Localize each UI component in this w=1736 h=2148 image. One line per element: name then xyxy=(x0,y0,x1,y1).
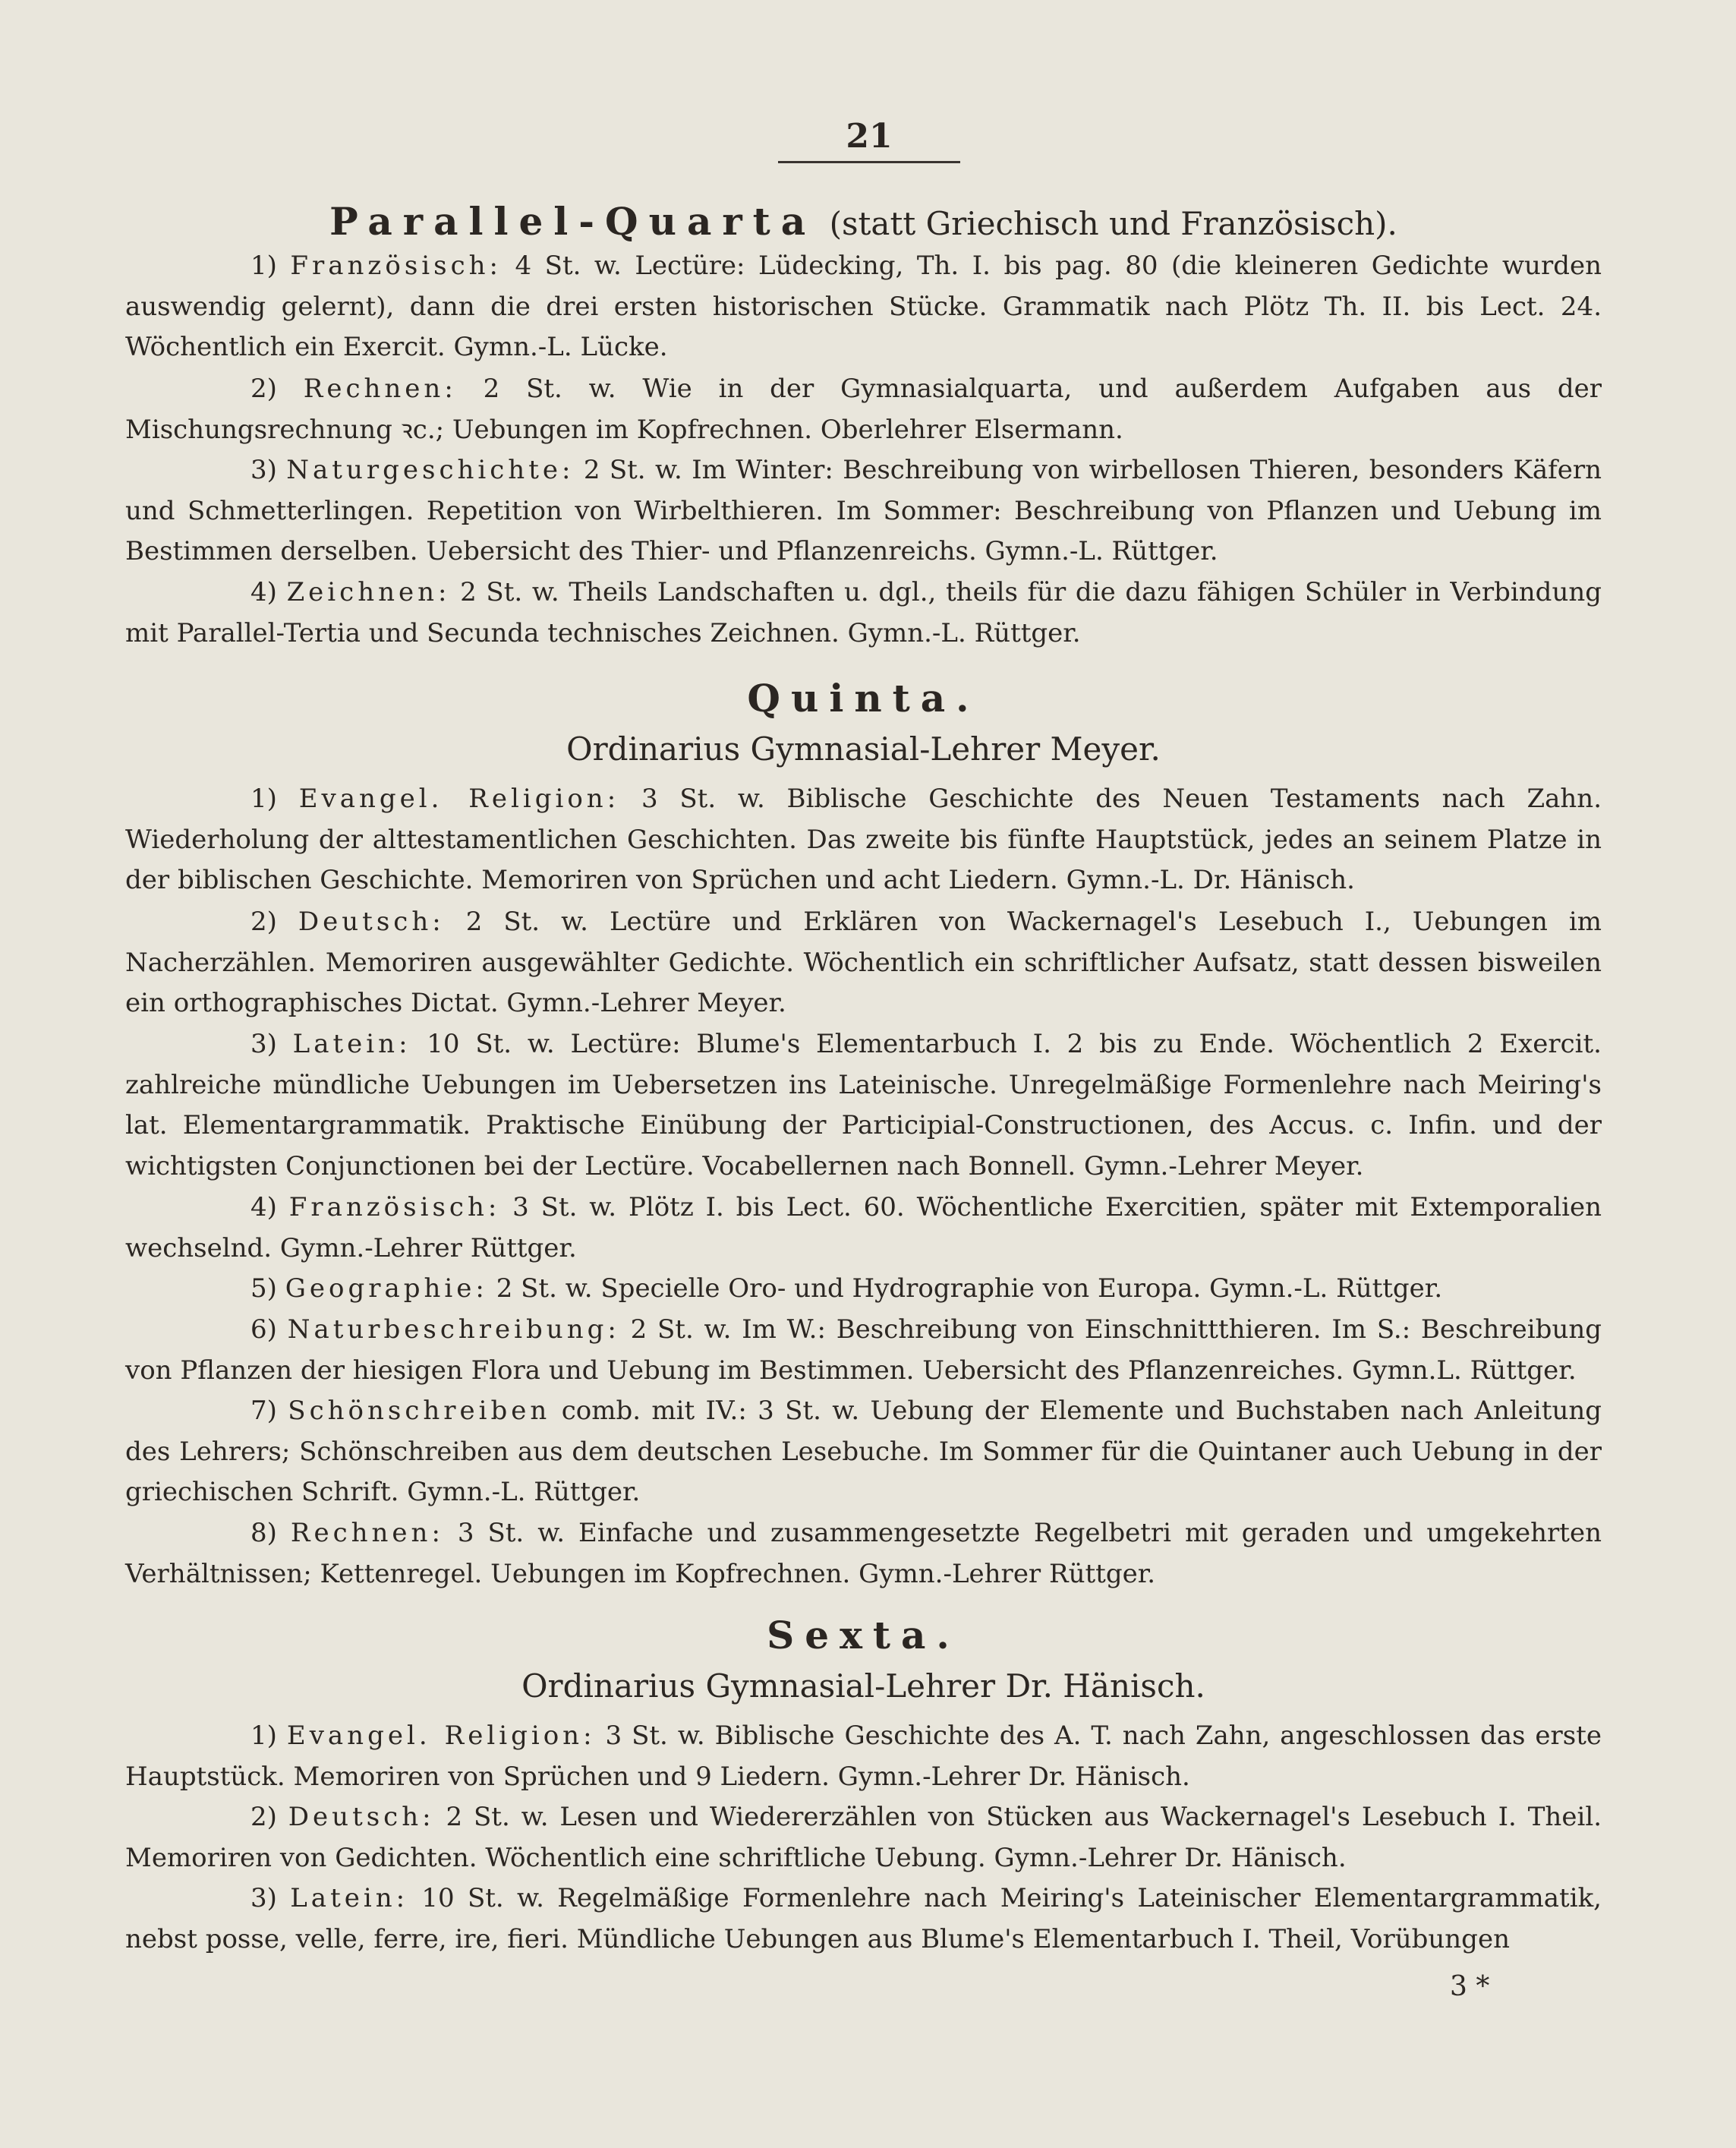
paragraph: 6) Naturbeschreibung: 2 St. w. Im W.: Beschreibung von Einschnittthieren. Im S.: Beschreibung von Pflanzen der hiesigen Flora und Uebung im Bestimmen. Uebersicht des Pflanzenreiches. Gymn.L. Rüttger. xyxy=(125,1314,1602,1386)
paragraph: 2) Deutsch: 2 St. w. Lectüre und Erklären von Wackernagel's Lesebuch I., Uebungen im Nacherzählen. Memoriren ausgewählter Gedichte. Wöchentlich ein schriftlicher Aufsatz, statt dessen bisweilen ein orthographisches Dictat. Gymn.-Lehrer Meyer. xyxy=(125,907,1602,1018)
section-title: Sexta. xyxy=(767,1613,960,1658)
paragraph: 1) Evangel. Religion: 3 St. w. Biblische Geschichte des A. T. nach Zahn, angeschlossen das erste Hauptstück. Memoriren von Sprüchen und 9 Liedern. Gymn.-Lehrer Dr. Hänisch. xyxy=(125,1721,1602,1792)
paragraph: 1) Evangel. Religion: 3 St. w. Biblische Geschichte des Neuen Testaments nach Zahn. Wiederholung der alttestamentlichen Geschichten. Das zweite bis fünfte Hauptstück, jedes an seinem Platze in der biblischen Geschichte. Memoriren von Sprüchen und acht Liedern. Gymn.-L. Dr. Hänisch. xyxy=(125,784,1602,895)
ordinarius-line: Ordinarius Gymnasial-Lehrer Dr. Hänisch. xyxy=(521,1667,1205,1705)
page-number-rule xyxy=(778,161,960,163)
paragraph: 3) Naturgeschichte: 2 St. w. Im Winter: Beschreibung von wirbellosen Thieren, besonders Käfern und Schmetterlingen. Repetition von Wirbelthieren. Im Sommer: Beschreibung von Pflanzen und Uebung im Bestimmen derselben. Uebersicht des Thier- und Pflanzenreichs. Gymn.-L. Rüttger. xyxy=(125,455,1602,566)
paragraph: 2) Rechnen: 2 St. w. Wie in der Gymnasialquarta, und außerdem Aufgaben aus der Mischungsrechnung ꝛc.; Uebungen im Kopfrechnen. Oberlehrer Elsermann. xyxy=(125,374,1602,445)
section-heading-parallel-quarta xyxy=(125,197,1602,248)
paragraph: 5) Geographie: 2 St. w. Specielle Oro- und Hydrographie von Europa. Gymn.-L. Rüttger. xyxy=(250,1273,1443,1304)
ordinarius-line: Ordinarius Gymnasial-Lehrer Meyer. xyxy=(566,730,1161,768)
section-heading-quinta xyxy=(125,674,1602,723)
paragraph: 2) Deutsch: 2 St. w. Lesen und Wiedererzählen von Stücken aus Wackernagel's Lesebuch I. Theil. Memoriren von Gedichten. Wöchentlich eine schriftliche Uebung. Gymn.-Lehrer Dr. Hänisch. xyxy=(125,1802,1602,1873)
paragraph: 7) Schönschreiben comb. mit IV.: 3 St. w. Uebung der Elemente und Buchstaben nach Anleitung des Lehrers; Schönschreiben aus dem deutschen Lesebuche. Im Sommer für die Quintaner auch Uebung in der griechischen Schrift. Gymn.-L. Rüttger. xyxy=(125,1396,1602,1507)
section-title-note: (statt Griechisch und Französisch). xyxy=(829,205,1397,242)
page-number: 21 xyxy=(846,117,893,156)
signature-mark: 3 * xyxy=(1450,1971,1490,2002)
document-page xyxy=(125,114,1602,2118)
paragraph: 4) Französisch: 3 St. w. Plötz I. bis Lect. 60. Wöchentliche Exercitien, später mit Extemporalien wechselnd. Gymn.-Lehrer Rüttger. xyxy=(125,1192,1602,1263)
section-title: Parallel-Quarta xyxy=(329,199,817,244)
paragraph: 1) Französisch: 4 St. w. Lectüre: Lüdecking, Th. I. bis pag. 80 (die kleineren Gedichte wurden auswendig gelernt), dann die drei ersten historischen Stücke. Grammatik nach Plötz Th. II. bis Lect. 24. Wöchentlich ein Exercit. Gymn.-L. Lücke. xyxy=(125,251,1602,362)
paragraph: 4) Zeichnen: 2 St. w. Theils Landschaften u. dgl., theils für die dazu fähigen Schüler in Verbindung mit Parallel-Tertia und Secunda technisches Zeichnen. Gymn.-L. Rüttger. xyxy=(125,577,1602,648)
section-title: Quinta. xyxy=(747,676,980,721)
section-heading-sexta xyxy=(125,1611,1602,1660)
paragraph: 8) Rechnen: 3 St. w. Einfache und zusammengesetzte Regelbetri mit geraden und umgekehrten Verhältnissen; Kettenregel. Uebungen im Kopfrechnen. Gymn.-Lehrer Rüttger. xyxy=(125,1518,1602,1589)
paragraph: 3) Latein: 10 St. w. Regelmäßige Formenlehre nach Meiring's Lateinischer Elementargrammatik, nebst posse, velle, ferre, ire, fieri. Mündliche Uebungen aus Blume's Elementarbuch I. Theil, Vorübungen xyxy=(125,1883,1602,1954)
paragraph: 3) Latein: 10 St. w. Lectüre: Blume's Elementarbuch I. 2 bis zu Ende. Wöchentlich 2 Exercit. zahlreiche mündliche Uebungen im Uebersetzen ins Lateinische. Unregelmäßige Formenlehre nach Meiring's lat. Elementargrammatik. Praktische Einübung der Participial-Constructionen, des Accus. c. Infin. und der wichtigsten Conjunctionen bei der Lectüre. Vocabellernen nach Bonnell. Gymn.-Lehrer Meyer. xyxy=(125,1029,1602,1181)
